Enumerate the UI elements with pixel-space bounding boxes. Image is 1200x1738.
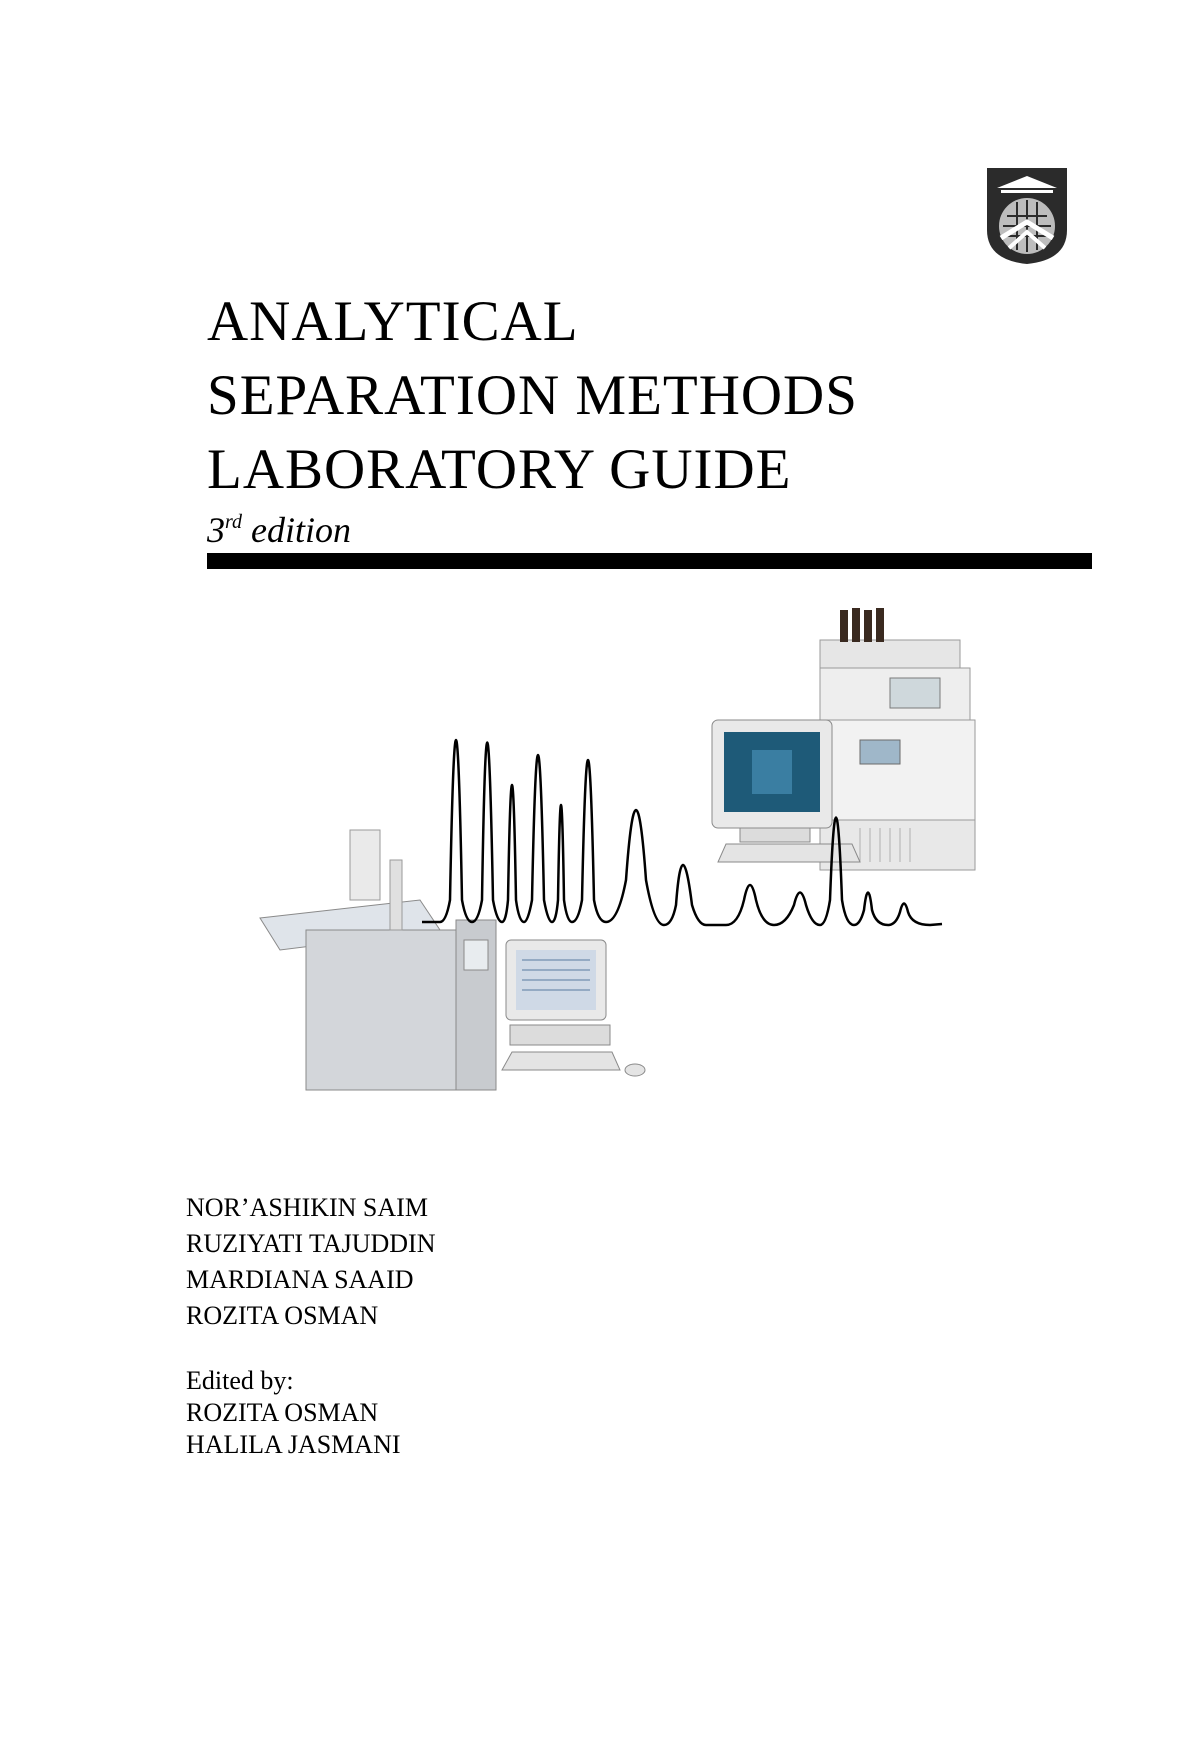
editor-name: HALILA JASMANI: [186, 1430, 401, 1459]
author-name: NOR’ASHIKIN SAIM: [186, 1193, 428, 1222]
editor-name: ROZITA OSMAN: [186, 1398, 379, 1427]
gc-computer-illustration: [502, 940, 645, 1076]
author-name: ROZITA OSMAN: [186, 1301, 379, 1330]
cover-illustration: [240, 600, 1060, 1100]
title-line-1: ANALYTICAL: [207, 290, 579, 353]
title-divider: [207, 553, 1092, 569]
title-line-2: SEPARATION METHODS: [207, 364, 858, 427]
edition-word: edition: [251, 510, 352, 550]
editor-list: [186, 1365, 401, 1461]
edited-by-label: Edited by:: [186, 1366, 294, 1395]
hplc-system-illustration: [820, 608, 975, 870]
edition-number: 3: [207, 510, 225, 550]
title-line-3: LABORATORY GUIDE: [207, 438, 792, 501]
author-name: MARDIANA SAAID: [186, 1265, 414, 1294]
university-logo-icon: [987, 168, 1067, 264]
author-list: [186, 1190, 435, 1334]
book-title: [207, 285, 1087, 507]
edition-label: [207, 502, 351, 550]
edition-suffix: rd: [225, 511, 243, 533]
author-name: RUZIYATI TAJUDDIN: [186, 1229, 436, 1258]
